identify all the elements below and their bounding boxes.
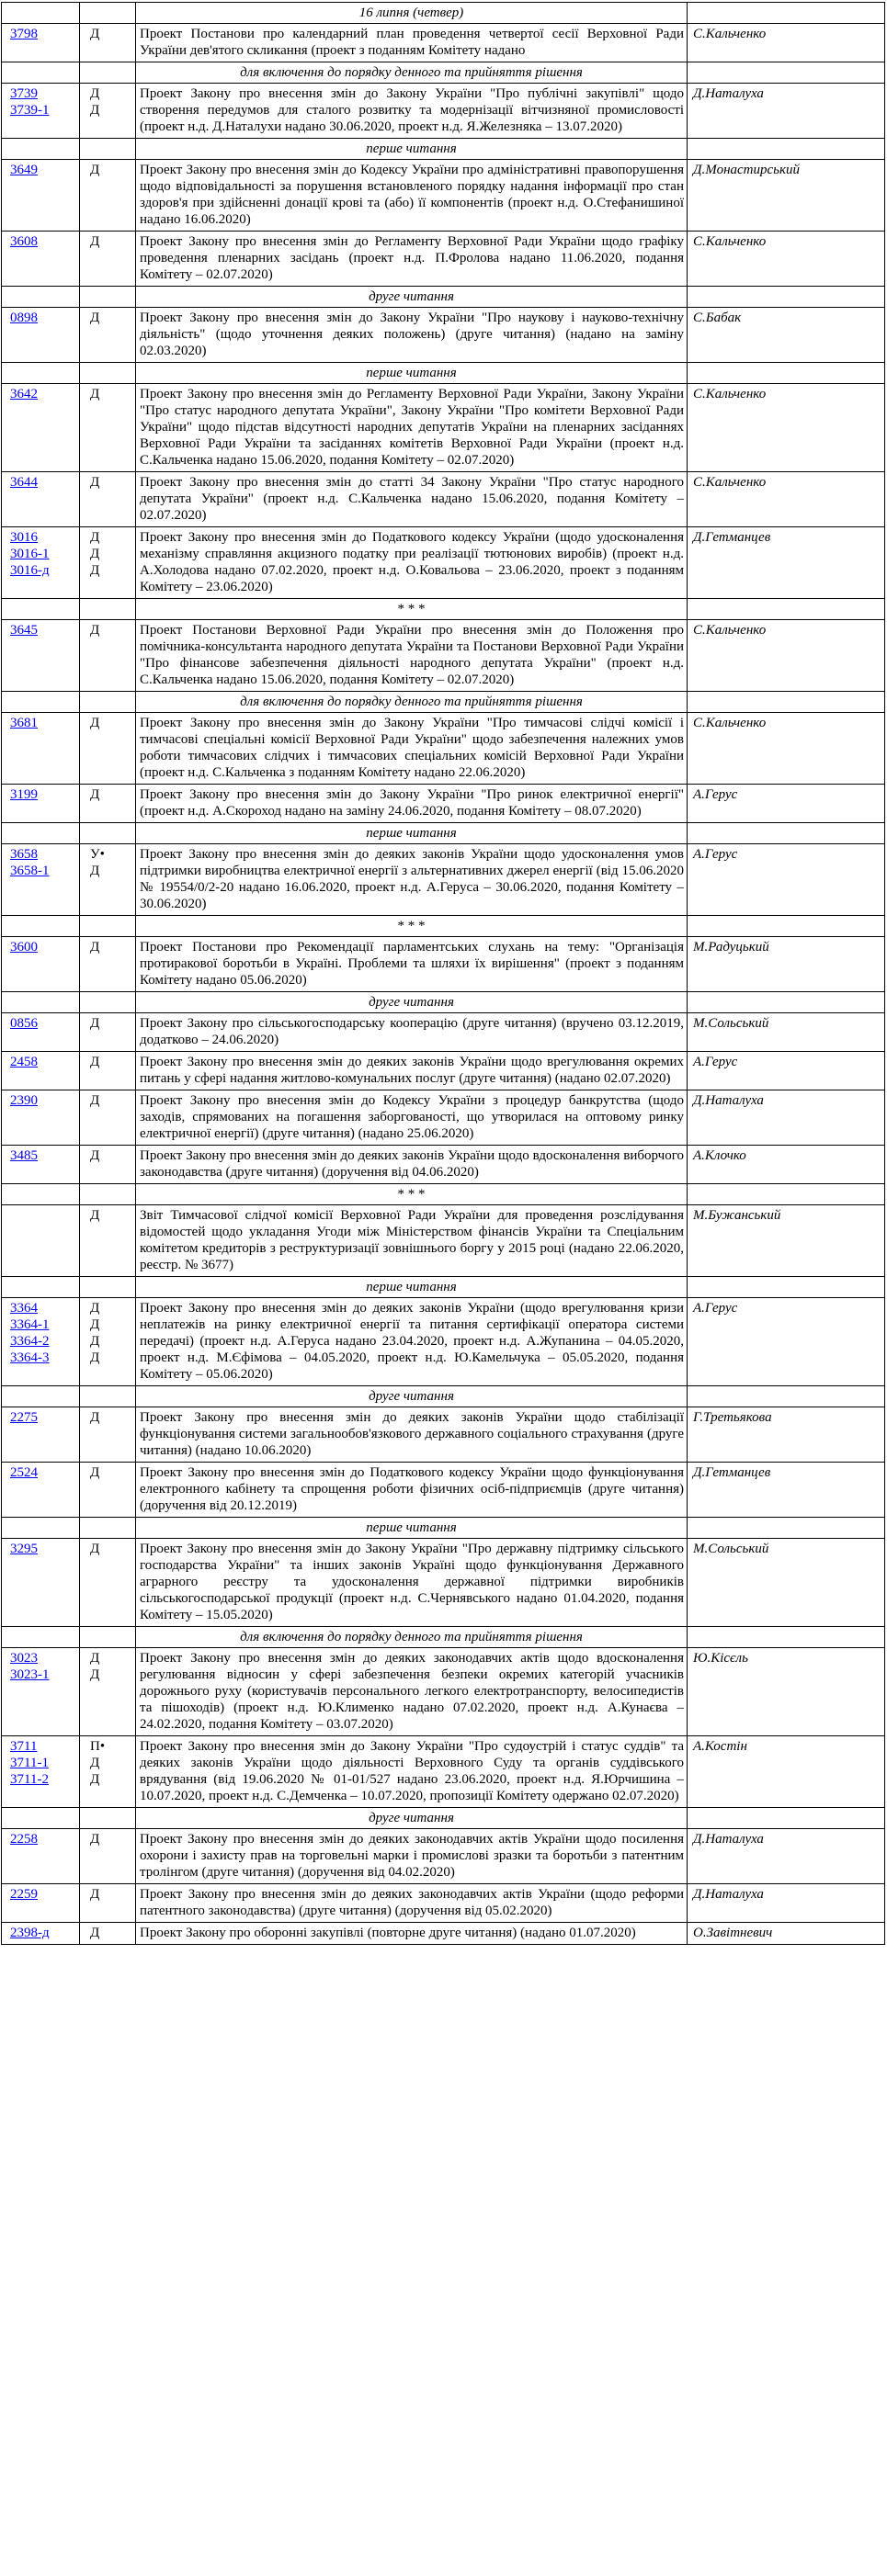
mark-cell [80, 785, 136, 823]
empty-cell [80, 1386, 136, 1407]
bill-link[interactable]: 3364-3 [10, 1350, 50, 1365]
author-cell: Д.Наталуха [688, 1884, 885, 1923]
section-header-label: перше читання [136, 1518, 688, 1539]
bill-text-cell: Проект Закону про внесення змін до Податкового кодексу України щодо функціонування електронного кабінету та спрощення роботи фізичних осіб-підприємців (друге читання) (доручення від 20.12.2019) [136, 1463, 688, 1518]
bill-row [2, 1923, 885, 1945]
bill-text-cell: Проект Закону про внесення змін до деяких законодавчих актів України щодо посилення охорони і захисту прав на торговельні марки і промислові зразки та боротьби з патентним тролінгом (друге читання) (доручення від 04.02.2020) [136, 1829, 688, 1884]
bill-link[interactable]: 3711-2 [10, 1772, 49, 1787]
empty-cell [2, 823, 80, 844]
author-cell: Д.Наталуха [688, 1829, 885, 1884]
empty-cell [80, 1808, 136, 1829]
bill-link[interactable]: 2390 [10, 1093, 38, 1108]
empty-cell [80, 3, 136, 24]
empty-cell [80, 599, 136, 620]
status-mark: Д [90, 1887, 100, 1902]
bill-text-cell: Проект Закону про внесення змін до деяких законів України щодо врегулювання окремих питань у сфері надання житлово-комунальних послуг (друге читання) (надано 02.07.2020) [136, 1052, 688, 1090]
bill-number-cell [2, 1146, 80, 1184]
status-mark: Д [90, 1410, 100, 1425]
author-cell: М.Сольський [688, 1539, 885, 1627]
bill-link[interactable]: 3608 [10, 234, 38, 249]
empty-cell [688, 1808, 885, 1829]
bill-number-cell [2, 1407, 80, 1463]
bill-text-cell: Проект Закону про внесення змін до Закону України "Про державну підтримку сільського господарства України" та інших законів Україні щодо функціонування Державного аграрного реєстру та удосконалення державної підтримки виробників сільськогосподарської продукції (проект н.д. С.Чернявського надано 01.04.2020, подання Комітету – 15.05.2020) [136, 1539, 688, 1627]
empty-cell [2, 1277, 80, 1298]
bill-row [2, 1146, 885, 1184]
bill-row [2, 1298, 885, 1386]
empty-cell [2, 599, 80, 620]
empty-cell [688, 599, 885, 620]
bill-number-cell [2, 844, 80, 916]
author-cell: М.Бужанський [688, 1205, 885, 1277]
bill-link[interactable]: 3016-1 [10, 547, 50, 561]
empty-cell [688, 992, 885, 1013]
empty-cell [688, 62, 885, 84]
bill-number-cell [2, 1539, 80, 1627]
status-mark: Д [90, 1317, 100, 1332]
bill-number-cell [2, 1090, 80, 1146]
bill-link[interactable]: 3645 [10, 623, 38, 638]
author-cell: С.Бабак [688, 308, 885, 363]
bill-text-cell: Проект Закону про сільськогосподарську кооперацію (друге читання) (вручено 03.12.2019, додатково – 24.06.2020) [136, 1013, 688, 1052]
section-header-label: друге читання [136, 1808, 688, 1829]
author-cell: А.Герус [688, 1052, 885, 1090]
mark-cell [80, 308, 136, 363]
bill-row [2, 527, 885, 599]
bill-text-cell: Проект Закону про внесення змін до Кодексу України з процедур банкрутства (щодо заходів, спрямованих на погашення заборгованості, що утворилася на оптовому ринку електричної енергії) (друге читання) (надано 25.06.2020) [136, 1090, 688, 1146]
bill-number-cell [2, 384, 80, 472]
status-mark: Д [90, 563, 100, 578]
bill-link[interactable]: 3016-д [10, 563, 50, 578]
mark-cell [80, 1648, 136, 1736]
bill-row [2, 1736, 885, 1808]
section-header-row [2, 1386, 885, 1407]
empty-cell [2, 363, 80, 384]
mark-cell [80, 472, 136, 527]
bill-text-cell: Проект Закону про внесення змін до Закону України "Про тимчасові слідчі комісії і тимчасові спеціальні комісії Верховної Ради України" щодо забезпечення належних умов роботи тимчасових слідчих і тимчасових спеціальних комісій Верховної Ради України (проект н.д. С.Кальченка з поданням Комітету надано 22.06.2020) [136, 713, 688, 785]
mark-cell [80, 384, 136, 472]
section-header-row [2, 363, 885, 384]
empty-cell [2, 3, 80, 24]
bill-text-cell: Проект Закону про внесення змін до деяких законів України щодо вдосконалення виборчого законодавства (друге читання) (доручення від 04.06.2020) [136, 1146, 688, 1184]
bill-row [2, 1648, 885, 1736]
empty-cell [688, 363, 885, 384]
empty-cell [80, 1184, 136, 1205]
mark-cell [80, 1205, 136, 1277]
empty-cell [688, 1518, 885, 1539]
bill-text-cell: Проект Закону про внесення змін до деяких законодавчих актів України (щодо реформи патентного законодавства) (друге читання) (доручення від 05.02.2020) [136, 1884, 688, 1923]
empty-cell [80, 62, 136, 84]
author-cell: А.Герус [688, 1298, 885, 1386]
status-mark: Д [90, 547, 100, 561]
bill-link[interactable]: 3485 [10, 1148, 38, 1163]
bill-text-cell: Проект Закону про внесення змін до Регламенту Верховної Ради України щодо графіку проведення пленарних засідань (проект н.д. П.Фролова надано 11.06.2020, подання Комітету – 02.07.2020) [136, 232, 688, 287]
bill-text-cell: Проект Постанови про Рекомендації парламентських слухань на тему: "Організація протиракової боротьби в Україні. Проблеми та шляхи їх вирішення" (проект з поданням Комітету надано 05.06.2020) [136, 937, 688, 992]
bill-number-cell [2, 84, 80, 139]
bill-number-cell [2, 232, 80, 287]
status-mark: Д [90, 623, 100, 638]
bill-text-cell: Проект Закону про внесення змін до деяких законів України щодо удосконалення умов підтримки виробництва електричної енергії з альтернативних джерел енергії (від 15.06.2020 № 19554/0/2-20 надано 16.06.2020, проект н.д. А.Геруса – 30.06.2020, подання Комітету – 30.06.2020) [136, 844, 688, 916]
bill-link[interactable]: 3739-1 [10, 103, 50, 118]
section-header-row [2, 62, 885, 84]
bill-row [2, 844, 885, 916]
section-header-label: друге читання [136, 992, 688, 1013]
mark-cell [80, 1736, 136, 1808]
author-cell: А.Герус [688, 785, 885, 823]
mark-cell [80, 844, 136, 916]
status-mark: Д [90, 27, 100, 41]
bill-link[interactable]: 3023 [10, 1651, 38, 1666]
mark-cell [80, 232, 136, 287]
section-header-label: перше читання [136, 139, 688, 160]
bill-link[interactable]: 0898 [10, 311, 38, 325]
mark-cell [80, 1923, 136, 1945]
agenda-table [1, 2, 885, 1945]
section-header-row [2, 1627, 885, 1648]
author-cell: Г.Третьякова [688, 1407, 885, 1463]
status-mark: Д [90, 1334, 100, 1349]
author-cell: А.Герус [688, 844, 885, 916]
empty-cell [688, 139, 885, 160]
bill-link[interactable]: 0856 [10, 1016, 38, 1031]
section-header-label: друге читання [136, 287, 688, 308]
bill-row [2, 472, 885, 527]
bill-text-cell: Звіт Тимчасової слідчої комісії Верховної Ради України для проведення розслідування відомостей щодо укладання Угоди між Міністерством фінансів України та Спеціальним комітетом кредиторів з реструктуризації зовнішнього боргу у 2015 році (надано 22.06.2020, реєстр. № 3677) [136, 1205, 688, 1277]
bill-row [2, 785, 885, 823]
bill-number-cell [2, 1736, 80, 1808]
bill-number-cell [2, 1829, 80, 1884]
day-header-row [2, 3, 885, 24]
status-mark: Д [90, 234, 100, 249]
empty-cell [688, 1184, 885, 1205]
separator-label: * * * [136, 599, 688, 620]
bill-number-cell [2, 713, 80, 785]
bill-text-cell: Проект Постанови Верховної Ради України про внесення змін до Положення про помічника-консультанта народного депутата України та Постанови Верховної Ради України "Про фінансове забезпечення діяльності народного депутата України" (проект н.д. С.Кальченка надано 15.06.2020, подання Комітету – 02.07.2020) [136, 620, 688, 692]
separator-row [2, 916, 885, 937]
bill-link[interactable]: 3295 [10, 1542, 38, 1556]
empty-cell [2, 1386, 80, 1407]
bill-link[interactable]: 3600 [10, 940, 38, 955]
bill-number-cell [2, 472, 80, 527]
separator-label: * * * [136, 1184, 688, 1205]
bill-text-cell: Проект Закону про внесення змін до деяких законодавчих актів щодо вдосконалення регулювання відносин у сфері забезпечення безпеки окремих категорій учасників дорожнього руху (користувачів персонального легкого електротранспорту, велосипедистів та пішоходів) (проект н.д. Ю.Клименко надано 07.02.2020, проект н.д. А.Кунаєва – 24.02.2020, подання Комітету – 03.07.2020) [136, 1648, 688, 1736]
section-header-row [2, 1808, 885, 1829]
bill-link[interactable]: 2398-д [10, 1926, 50, 1940]
empty-cell [80, 916, 136, 937]
bill-link[interactable]: 3364 [10, 1301, 38, 1316]
author-cell: А.Костін [688, 1736, 885, 1808]
empty-cell [80, 692, 136, 713]
bill-link[interactable]: 3199 [10, 787, 38, 802]
empty-cell [688, 1277, 885, 1298]
mark-cell [80, 937, 136, 992]
bill-number-cell [2, 527, 80, 599]
empty-cell [688, 692, 885, 713]
empty-cell [80, 992, 136, 1013]
author-cell: Д.Монастирський [688, 160, 885, 232]
empty-cell [80, 363, 136, 384]
mark-cell [80, 1298, 136, 1386]
author-cell: С.Кальченко [688, 472, 885, 527]
author-cell: Д.Гетманцев [688, 1463, 885, 1518]
bill-link[interactable]: 3658-1 [10, 864, 50, 878]
empty-cell [2, 62, 80, 84]
status-mark: Д [90, 716, 100, 730]
mark-cell [80, 527, 136, 599]
separator-row [2, 599, 885, 620]
bill-row [2, 1463, 885, 1518]
author-cell: С.Кальченко [688, 384, 885, 472]
bill-row [2, 24, 885, 62]
status-mark: Д [90, 864, 100, 878]
mark-cell [80, 24, 136, 62]
bill-link[interactable]: 2524 [10, 1465, 38, 1480]
mark-cell [80, 1829, 136, 1884]
bill-number-cell [2, 1052, 80, 1090]
author-cell: М.Сольський [688, 1013, 885, 1052]
empty-cell [688, 823, 885, 844]
section-header-row [2, 139, 885, 160]
section-header-label: перше читання [136, 1277, 688, 1298]
status-mark: Д [90, 163, 100, 177]
bill-text-cell: Проект Закону про внесення змін до Закону України "Про публічні закупівлі" щодо створення передумов для сталого розвитку та модернізації вітчизняної промисловості (проект н.д. Д.Наталухи надано 30.06.2020, проект н.д. Я.Железняка – 13.07.2020) [136, 84, 688, 139]
bill-row [2, 1052, 885, 1090]
empty-cell [2, 1184, 80, 1205]
bill-text-cell: Проект Закону про внесення змін до Закону України "Про ринок електричної енергії" (проект н.д. А.Скороход надано на заміну 24.06.2020, подання Комітету – 08.07.2020) [136, 785, 688, 823]
author-cell: С.Кальченко [688, 232, 885, 287]
author-cell: Д.Наталуха [688, 84, 885, 139]
bill-link[interactable]: 3644 [10, 475, 38, 490]
bill-row [2, 1829, 885, 1884]
bill-number-cell [2, 160, 80, 232]
bill-number-cell [2, 1648, 80, 1736]
bill-number-cell [2, 785, 80, 823]
bill-row [2, 937, 885, 992]
bill-number-cell [2, 308, 80, 363]
author-cell: М.Радуцький [688, 937, 885, 992]
bill-link[interactable]: 3649 [10, 163, 38, 177]
status-mark: Д [90, 1542, 100, 1556]
bill-row [2, 308, 885, 363]
bill-text-cell: Проект Закону про внесення змін до деяких законів України щодо стабілізації функціонування системи загальнообов'язкового державного соціального страхування (друге читання) (надано 10.06.2020) [136, 1407, 688, 1463]
status-mark: Д [90, 103, 100, 118]
bill-link[interactable]: 3023-1 [10, 1667, 50, 1682]
bill-link[interactable]: 3658 [10, 847, 38, 862]
bill-link[interactable]: 2259 [10, 1887, 38, 1902]
author-cell: Д.Наталуха [688, 1090, 885, 1146]
bill-text-cell: Проект Закону про внесення змін до Закону України "Про судоустрій і статус суддів" та деяких законів України щодо діяльності Верховного Суду та органів суддівського врядування (від 19.06.2020 № 01-01/527 надано 23.06.2020, проект н.д. Я.Юрчишина – 10.07.2020, проект н.д. С.Демченка – 10.07.2020, пропозиції Комітету одержано 02.07.2020) [136, 1736, 688, 1808]
status-mark: Д [90, 475, 100, 490]
empty-cell [688, 287, 885, 308]
mark-cell [80, 160, 136, 232]
bill-link[interactable]: 2275 [10, 1410, 38, 1425]
status-mark: Д [90, 1208, 100, 1223]
author-cell: Д.Гетманцев [688, 527, 885, 599]
bill-link[interactable]: 2458 [10, 1055, 38, 1069]
bill-row [2, 1013, 885, 1052]
status-mark: Д [90, 1756, 100, 1770]
bill-link[interactable]: 3739 [10, 86, 38, 101]
mark-cell [80, 1463, 136, 1518]
section-header-label: для включення до порядку денного та прийняття рішення [136, 62, 688, 84]
bill-link[interactable]: 3711 [10, 1739, 38, 1754]
bill-link[interactable]: 3364-1 [10, 1317, 50, 1332]
empty-cell [688, 1627, 885, 1648]
empty-cell [2, 287, 80, 308]
author-cell: С.Кальченко [688, 24, 885, 62]
empty-cell [688, 1386, 885, 1407]
empty-cell [80, 139, 136, 160]
bill-row [2, 160, 885, 232]
mark-cell [80, 1052, 136, 1090]
status-mark: Д [90, 530, 100, 545]
status-mark: Д [90, 1651, 100, 1666]
author-cell: Ю.Кісєль [688, 1648, 885, 1736]
bill-row [2, 1090, 885, 1146]
bill-row [2, 713, 885, 785]
bill-text-cell: Проект Закону про внесення змін до Податкового кодексу України (щодо удосконалення механізму справляння акцизного податку при реалізації тютюнових виробів) (проект н.д. А.Холодова надано 07.02.2020, проект н.д. О.Ковальова – 23.06.2020, проект з поданням Комітету – 23.06.2020) [136, 527, 688, 599]
bill-text-cell: Проект Закону про внесення змін до статті 34 Закону України "Про статус народного депутата України" (проект н.д. С.Кальченка надано 15.06.2020, подання Комітету – 02.07.2020) [136, 472, 688, 527]
author-cell: С.Кальченко [688, 713, 885, 785]
mark-cell [80, 84, 136, 139]
bill-row [2, 1539, 885, 1627]
status-mark: Д [90, 1148, 100, 1163]
bill-row [2, 232, 885, 287]
bill-row [2, 84, 885, 139]
day-header-label: 16 липня (четвер) [136, 3, 688, 24]
status-mark: Д [90, 940, 100, 955]
section-header-label: для включення до порядку денного та прийняття рішення [136, 1627, 688, 1648]
status-mark: Д [90, 787, 100, 802]
separator-label: * * * [136, 916, 688, 937]
section-header-label: перше читання [136, 363, 688, 384]
empty-cell [80, 1277, 136, 1298]
empty-cell [80, 1627, 136, 1648]
section-header-label: перше читання [136, 823, 688, 844]
status-mark: Д [90, 86, 100, 101]
empty-cell [688, 916, 885, 937]
bill-link[interactable]: 3364-2 [10, 1334, 50, 1349]
status-mark: Д [90, 1772, 100, 1787]
bill-text-cell: Проект Закону про оборонні закупівлі (повторне друге читання) (надано 01.07.2020) [136, 1923, 688, 1945]
bill-text-cell: Проект Закону про внесення змін до Кодексу України про адміністративні правопорушення щодо відповідальності за порушення встановленого порядку надання інформації про стан здоров'я при здійсненні донації крові та (або) її компонентів (проект н.д. О.Стефанишиної надано 16.06.2020) [136, 160, 688, 232]
status-mark: Д [90, 1093, 100, 1108]
status-mark: Д [90, 1055, 100, 1069]
bill-row [2, 1407, 885, 1463]
bill-link[interactable]: 3681 [10, 716, 38, 730]
mark-cell [80, 1884, 136, 1923]
empty-cell [688, 3, 885, 24]
section-header-row [2, 1277, 885, 1298]
bill-text-cell: Проект Закону про внесення змін до Закону України "Про наукову і науково-технічну діяльність" (щодо уточнення деяких положень) (друге читання) (надано на заміну 02.03.2020) [136, 308, 688, 363]
bill-number-cell [2, 24, 80, 62]
status-mark: Д [90, 1016, 100, 1031]
separator-row [2, 1184, 885, 1205]
status-mark: Д [90, 1667, 100, 1682]
bill-number-cell [2, 1205, 80, 1277]
bill-link[interactable]: 2258 [10, 1832, 38, 1847]
status-mark: Д [90, 1350, 100, 1365]
mark-cell [80, 1407, 136, 1463]
section-header-row [2, 1518, 885, 1539]
bill-number-cell [2, 1463, 80, 1518]
bill-text-cell: Проект Постанови про календарний план проведення четвертої сесії Верховної Ради України дев'ятого скликання (проект з поданням Комітету надано [136, 24, 688, 62]
bill-number-cell [2, 1013, 80, 1052]
mark-cell [80, 1090, 136, 1146]
empty-cell [80, 823, 136, 844]
section-header-row [2, 692, 885, 713]
empty-cell [2, 139, 80, 160]
bill-text-cell: Проект Закону про внесення змін до деяких законів України (щодо врегулювання кризи неплатежів на ринку електричної енергії та питання сертифікації оператора системи передачі) (проект н.д. А.Геруса надано 23.04.2020, проект н.д. А.Жупанина – 04.05.2020, проект н.д. М.Єфімова – 04.05.2020, проект н.д. Ю.Камельчука – 05.05.2020, подання Комітету – 05.06.2020) [136, 1298, 688, 1386]
section-header-label: для включення до порядку денного та прийняття рішення [136, 692, 688, 713]
status-mark: П• [90, 1739, 106, 1754]
bill-link[interactable]: 3016 [10, 530, 38, 545]
empty-cell [2, 916, 80, 937]
bill-number-cell [2, 1923, 80, 1945]
mark-cell [80, 713, 136, 785]
author-cell: С.Кальченко [688, 620, 885, 692]
status-mark: Д [90, 387, 100, 401]
status-mark: Д [90, 1926, 100, 1940]
mark-cell [80, 1146, 136, 1184]
mark-cell [80, 1013, 136, 1052]
bill-row [2, 620, 885, 692]
status-mark: Д [90, 1832, 100, 1847]
bill-row [2, 384, 885, 472]
section-header-row [2, 823, 885, 844]
bill-row [2, 1205, 885, 1277]
bill-number-cell [2, 937, 80, 992]
section-header-label: друге читання [136, 1386, 688, 1407]
status-mark: У• [90, 847, 105, 862]
status-mark: Д [90, 1301, 100, 1316]
empty-cell [2, 1518, 80, 1539]
empty-cell [80, 1518, 136, 1539]
bill-link[interactable]: 3711-1 [10, 1756, 49, 1770]
agenda-table-body [2, 3, 885, 1945]
status-mark: Д [90, 1465, 100, 1480]
bill-link[interactable]: 3642 [10, 387, 38, 401]
mark-cell [80, 620, 136, 692]
author-cell: О.Завітневич [688, 1923, 885, 1945]
bill-link[interactable]: 3798 [10, 27, 38, 41]
mark-cell [80, 1539, 136, 1627]
empty-cell [2, 992, 80, 1013]
bill-row [2, 1884, 885, 1923]
status-mark: Д [90, 311, 100, 325]
empty-cell [2, 692, 80, 713]
empty-cell [2, 1808, 80, 1829]
bill-text-cell: Проект Закону про внесення змін до Регламенту Верховної Ради України, Закону України "Про статус народного депутата України", Закону України "Про комітети Верховної Ради України" щодо підстав відсутності народних депутатів України на пленарних засіданнях Верховної Ради України та засіданнях комітетів Верховної Ради України (проект н.д. С.Кальченка надано 15.06.2020, подання Комітету – 02.07.2020) [136, 384, 688, 472]
bill-number-cell [2, 1298, 80, 1386]
empty-cell [2, 1627, 80, 1648]
section-header-row [2, 992, 885, 1013]
section-header-row [2, 287, 885, 308]
author-cell: А.Клочко [688, 1146, 885, 1184]
bill-number-cell [2, 620, 80, 692]
bill-number-cell [2, 1884, 80, 1923]
empty-cell [80, 287, 136, 308]
